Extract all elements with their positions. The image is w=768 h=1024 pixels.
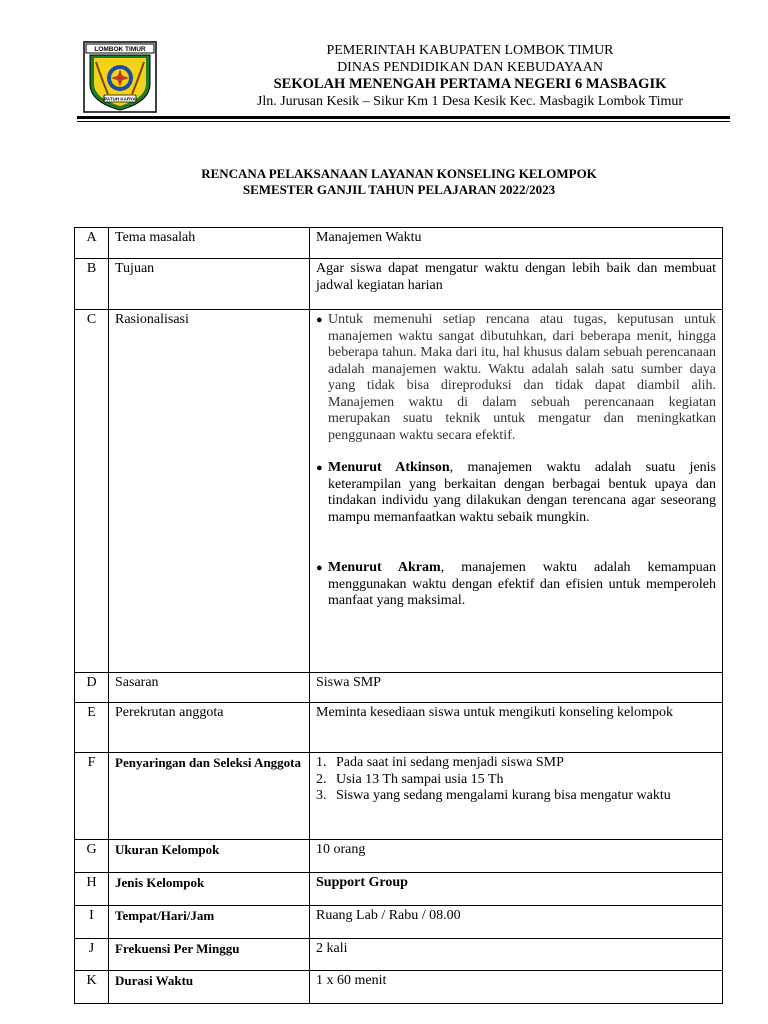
row-letter: C (75, 310, 109, 673)
letterhead-department: DINAS PENDIDIKAN DAN KEBUDAYAAN (337, 60, 603, 75)
letterhead-address: Jln. Jurusan Kesik – Sikur Km 1 Desa Kesik Kec. Masbagik Lombok Timur (256, 94, 684, 109)
row-letter: A (75, 228, 109, 259)
row-letter: B (75, 259, 109, 310)
row-detail: Agar siswa dapat mengatur waktu dengan lebih baik dan membuat jadwal kegiatan harian (310, 259, 723, 310)
row-aspect: Tujuan (109, 259, 310, 310)
rationale-text: , manajemen waktu adalah kemampuan menggunakan waktu dengan efektif dan efisien untuk memperoleh manfaat yang maksimal. (328, 560, 716, 608)
list-item (316, 312, 716, 444)
row-aspect: Ukuran Kelompok (109, 840, 310, 873)
plan-table (74, 227, 723, 1004)
criteria-text: Siswa yang sedang mengalami kurang bisa mengatur waktu (336, 788, 671, 803)
bullet-icon: ● (316, 314, 323, 326)
row-aspect: Penyaringan dan Seleksi Anggota (109, 753, 310, 840)
letterhead-rule-thick (77, 116, 730, 119)
row-letter: G (75, 840, 109, 873)
row-detail (310, 753, 723, 840)
list-item (316, 460, 716, 526)
row-detail: Manajemen Waktu (310, 228, 723, 259)
row-detail: Ruang Lab / Rabu / 08.00 (310, 906, 723, 939)
table-row (75, 906, 723, 939)
row-detail (310, 310, 723, 673)
list-item: 1. Pada saat ini sedang menjadi siswa SMP (316, 755, 564, 770)
row-aspect: Rasionalisasi (109, 310, 310, 673)
row-aspect: Perekrutan anggota (109, 703, 310, 753)
rationale-list (316, 312, 716, 610)
letterhead-school: SEKOLAH MENENGAH PERTAMA NEGERI 6 MASBAGIK (273, 76, 667, 92)
rationale-text: Untuk memenuhi setiap rencana atau tugas, keputusan untuk manajemen waktu sangat dibutuhkan, dari beberapa menit, hingga beberapa tahun. Maka dari itu, hal khusus dalam sebuah perencanaan adalah manajemen waktu. Waktu adalah salah satu sumber daya yang tidak bisa direproduksi dan tidak dapat diambil alih. Manajemen waktu di dalam sebuah perencanaan kegiatan merupakan suatu teknik untuk mengatur dan meningkatkan penggunaan waktu secara efektif. (328, 312, 716, 443)
row-aspect: Sasaran (109, 673, 310, 703)
table-row (75, 259, 723, 310)
row-letter: H (75, 873, 109, 906)
criteria-text: Pada saat ini sedang menjadi siswa SMP (336, 755, 564, 770)
row-detail: Meminta kesediaan siswa untuk mengikuti konseling kelompok (310, 703, 723, 753)
criteria-list (316, 755, 716, 805)
table-row (75, 840, 723, 873)
row-aspect: Tema masalah (109, 228, 310, 259)
row-letter: K (75, 971, 109, 1004)
letterhead-government: PEMERINTAH KABUPATEN LOMBOK TIMUR (326, 43, 614, 58)
title-line-2: SEMESTER GANJIL TAHUN PELAJARAN 2022/2023 (242, 181, 556, 197)
row-aspect: Frekuensi Per Minggu (109, 939, 310, 971)
letterhead-rule-thin (77, 121, 730, 122)
bullet-icon: ● (316, 462, 323, 474)
bullet-icon: ● (316, 562, 323, 574)
table-row (75, 873, 723, 906)
table-row (75, 971, 723, 1004)
criteria-text: Usia 13 Th sampai usia 15 Th (336, 771, 504, 787)
rationale-text: , manajemen waktu adalah suatu jenis keterampilan yang berkaitan dengan berbagai bentuk upaya dan tindakan individu yang dilakukan dengan terencana agar seseorang mampu memanfaatkan waktu sebaik mungkin. (328, 460, 716, 525)
list-item: 3. Siswa yang sedang mengalami kurang bisa mengatur waktu (316, 788, 671, 803)
svg-text:LOMBOK TIMUR: LOMBOK TIMUR (94, 46, 146, 53)
row-letter: I (75, 906, 109, 939)
list-item (316, 560, 716, 610)
lombok-timur-logo (82, 40, 158, 114)
table-row (75, 939, 723, 971)
row-detail: 10 orang (310, 840, 723, 873)
row-letter: D (75, 673, 109, 703)
row-detail: Siswa SMP (310, 673, 723, 703)
row-aspect: Tempat/Hari/Jam (109, 906, 310, 939)
svg-text:PATUH KARYA: PATUH KARYA (104, 96, 136, 102)
row-aspect: Durasi Waktu (109, 971, 310, 1004)
rationale-term: Menurut Atkinson (328, 460, 450, 475)
table-row (75, 673, 723, 703)
row-letter: E (75, 703, 109, 753)
row-letter: F (75, 753, 109, 840)
row-detail: 2 kali (310, 939, 723, 971)
row-letter: J (75, 939, 109, 971)
row-detail: 1 x 60 menit (310, 971, 723, 1004)
table-row (75, 228, 723, 259)
row-detail: Support Group (310, 873, 723, 906)
letterhead (200, 42, 740, 110)
table-row (75, 703, 723, 753)
row-aspect: Jenis Kelompok (109, 873, 310, 906)
rationale-term: Menurut Akram (328, 560, 441, 575)
title-line-1: RENCANA PELAKSANAAN LAYANAN KONSELING KELOMPOK (201, 166, 597, 181)
document-title (77, 166, 721, 197)
list-item: 2. Usia 13 Th sampai usia 15 Th (316, 771, 504, 787)
table-row (75, 753, 723, 840)
table-row (75, 310, 723, 673)
